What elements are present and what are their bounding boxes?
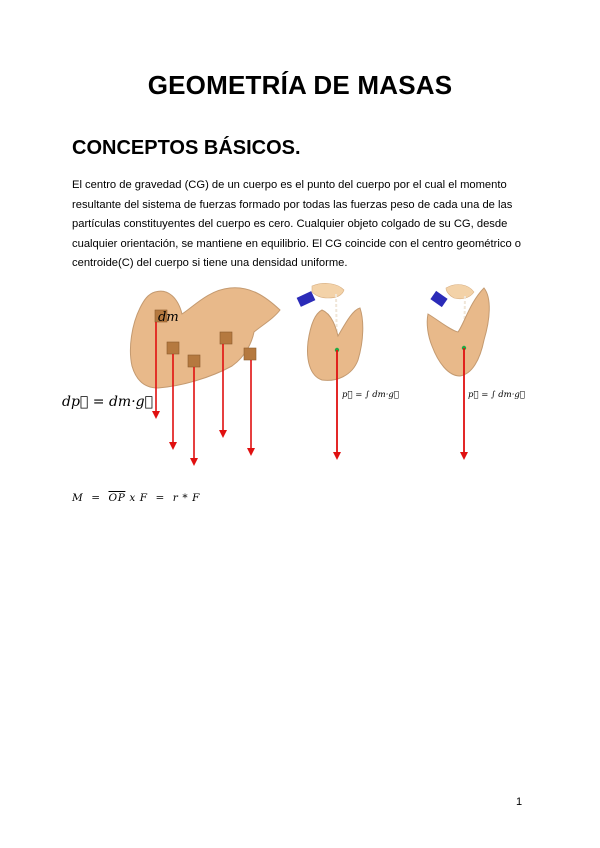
paragraph-line: cualquier orientación, se mantiene en equilibrio. El CG coincide con el centro geométrico o <box>72 237 521 250</box>
hanging-body-shape <box>308 308 363 380</box>
irregular-body-shape <box>130 288 280 388</box>
center-of-gravity-figure <box>60 280 540 470</box>
formula-part: M = <box>72 492 109 504</box>
p-integral-label: p⃗ = ∫ dm·g⃗ <box>342 390 399 400</box>
paragraph-line: resultante del sistema de fuerzas formado por todas las fuerzas peso de cada una de las <box>72 198 513 211</box>
section-title: CONCEPTOS BÁSICOS. <box>72 137 301 159</box>
mass-element <box>167 342 179 354</box>
body-paragraph <box>72 176 532 274</box>
mass-element <box>188 355 200 367</box>
formula-vector-op: $\overline{OP}$ <box>108 492 126 504</box>
formula-part: x F = r * F <box>125 492 201 504</box>
p-integral-label: p⃗ = ∫ dm·g⃗ <box>468 390 525 400</box>
dp-equation-label: dp⃗ = dm·g⃗ <box>62 394 154 410</box>
page-number: 1 <box>516 796 523 808</box>
page-title: GEOMETRÍA DE MASAS <box>147 70 453 100</box>
moment-formula <box>72 492 200 504</box>
hand-icon <box>430 285 474 308</box>
paragraph-line: centroide(C) del cuerpo si tiene una densidad uniforme. <box>72 257 348 269</box>
paragraph-line: El centro de gravedad (CG) de un cuerpo es el punto del cuerpo por el cual el momento <box>72 179 507 191</box>
dm-label: dm <box>158 310 179 325</box>
paragraph-line: partículas constituyentes del cuerpo es cero. Cualquier objeto colgado de su CG, desde <box>72 218 508 230</box>
mass-element <box>220 332 232 344</box>
mass-element <box>244 348 256 360</box>
